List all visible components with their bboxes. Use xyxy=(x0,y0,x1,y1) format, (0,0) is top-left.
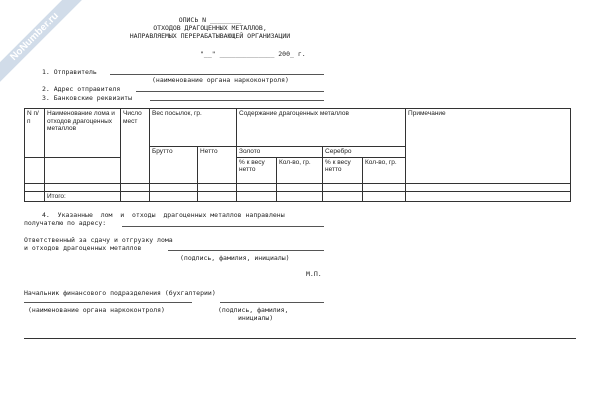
table-row xyxy=(25,183,571,191)
cell-empty xyxy=(45,157,121,183)
watermark: NoNumber.ru xyxy=(0,0,86,88)
header-silver-qty: Кол-во, гр. xyxy=(363,157,406,183)
responsible-line2: и отходов драгоценных металлов xyxy=(24,244,142,252)
header-n: N п/п xyxy=(25,109,45,158)
chief-label: Начальник финансового подразделения (бухгалтерии) xyxy=(24,289,216,297)
chief-hint-left: (наименование органа наркоконтроля) xyxy=(28,306,165,314)
total-row xyxy=(25,191,571,202)
sender-field[interactable] xyxy=(110,74,324,75)
chief-hint-right-1: (подпись, фамилия, xyxy=(218,306,289,314)
responsible-signature-field[interactable] xyxy=(168,250,324,251)
responsible-line1: Ответственный за сдачу и отгрузку лома xyxy=(24,236,173,244)
header-content: Содержание драгоценных металлов xyxy=(237,109,406,147)
total-label: Итого: xyxy=(45,191,121,202)
header-count: Число мест xyxy=(121,109,150,184)
doc-title-line1: ОПИСЬ N ________ xyxy=(178,16,242,24)
address-field[interactable] xyxy=(136,91,324,92)
chief-hint-right-2: инициалы) xyxy=(238,314,274,322)
bank-field[interactable] xyxy=(150,100,324,101)
doc-title-line3: НАПРАВЛЯЕМЫХ ПЕРЕРАБАТЫВАЮЩЕЙ ОРГАНИЗАЦИИ xyxy=(129,32,291,40)
sender-label: 1. Отправитель xyxy=(42,68,97,76)
para4-line1: 4. Указанные лом и отходы драгоценных металлов направлены xyxy=(42,211,285,219)
doc-title-line2: ОТХОДОВ ДРАГОЦЕННЫХ МЕТАЛЛОВ, xyxy=(153,24,267,32)
sender-hint: (наименование органа наркоконтроля) xyxy=(152,76,289,84)
bottom-divider xyxy=(24,338,576,339)
header-silver-pct: % к весу нетто xyxy=(323,157,363,183)
recipient-address-field[interactable] xyxy=(122,226,324,227)
date-line: "__" ______________ 200_ г. xyxy=(200,50,306,58)
para4-line2: получателю по адресу: xyxy=(24,219,107,227)
header-net: Нетто xyxy=(198,147,237,184)
header-name: Наименование лома и отходов драгоценных металлов xyxy=(45,109,121,158)
header-gold-pct: % к весу нетто xyxy=(237,157,277,183)
header-note: Примечание xyxy=(406,109,571,184)
responsible-hint: (подпись, фамилия, инициалы) xyxy=(180,254,290,262)
header-weight: Вес посылок, гр. xyxy=(150,109,237,147)
chief-org-field[interactable] xyxy=(24,302,192,303)
cell-empty xyxy=(25,157,45,183)
header-gold-qty: Кол-во, гр. xyxy=(277,157,323,183)
metals-table xyxy=(24,108,571,202)
address-label: 2. Адрес отправителя xyxy=(42,85,121,93)
bank-label: 3. Банковские реквизиты xyxy=(42,94,133,102)
header-silver: Серебро xyxy=(323,147,406,158)
chief-signature-field[interactable] xyxy=(220,302,324,303)
header-gold: Золото xyxy=(237,147,323,158)
stamp-label: М.П. xyxy=(306,270,322,278)
header-gross: Брутто xyxy=(150,147,198,184)
